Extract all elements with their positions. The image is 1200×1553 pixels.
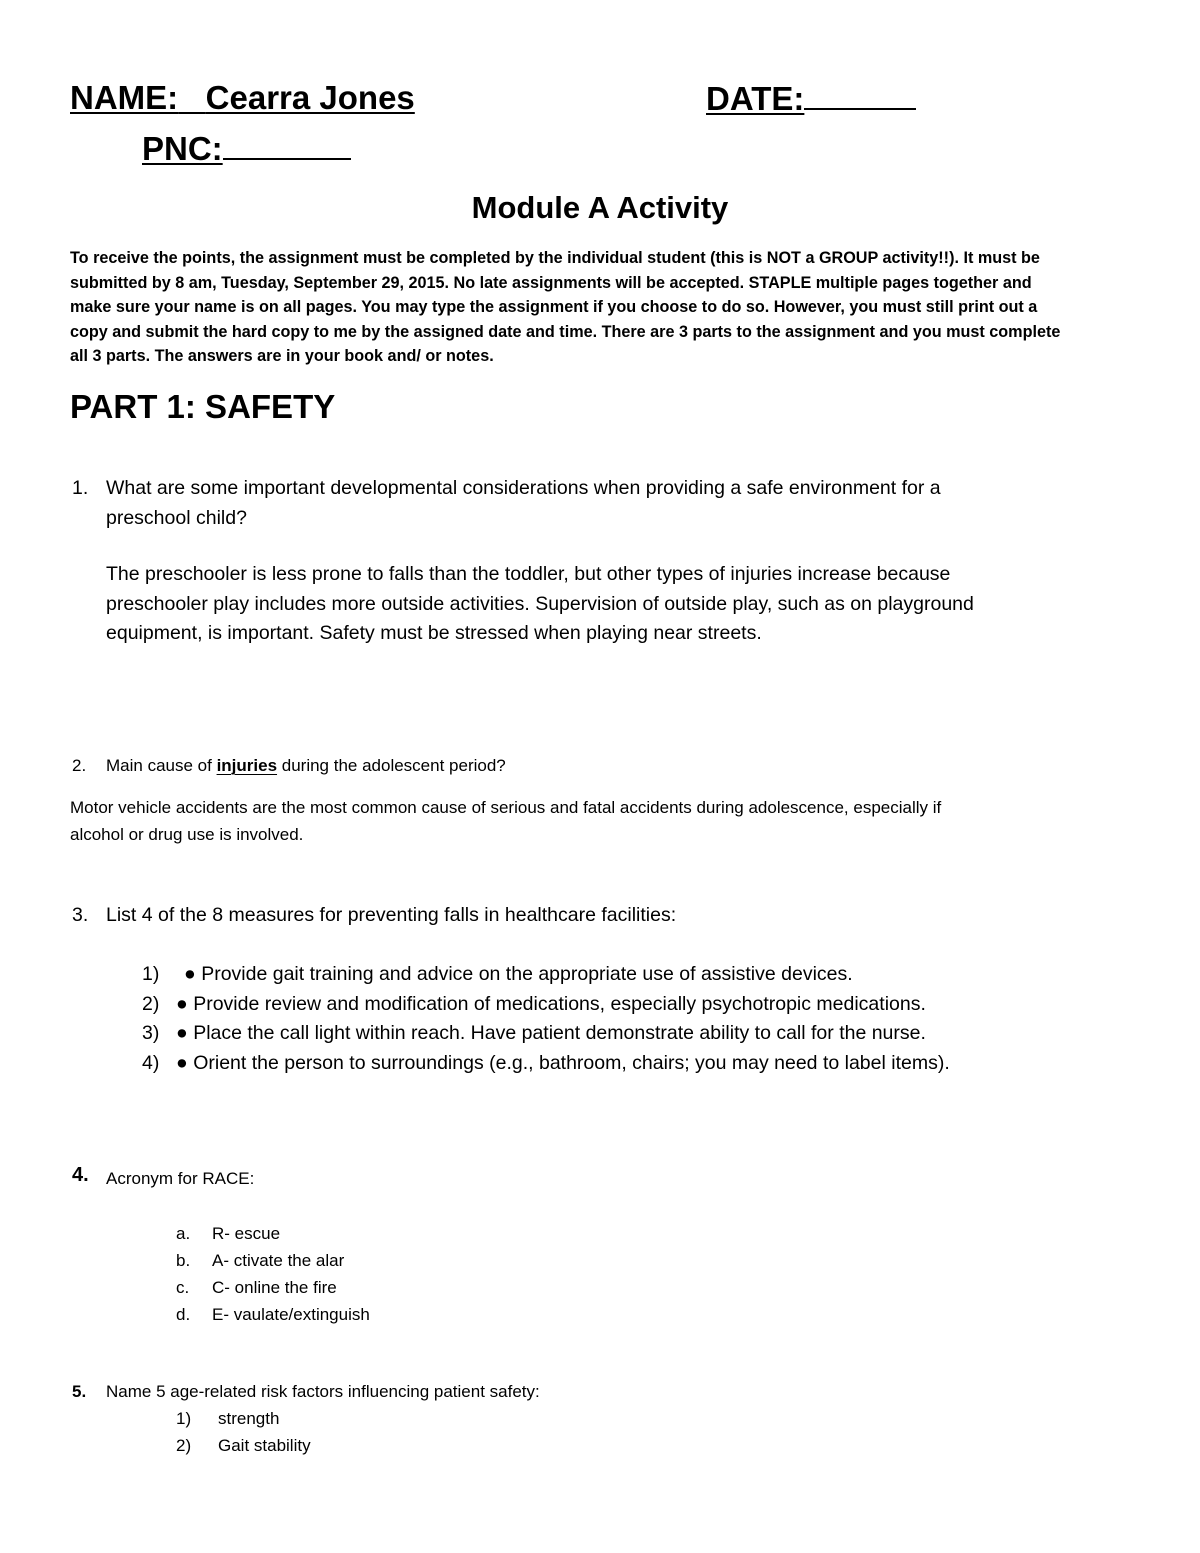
q4-list xyxy=(176,1220,370,1328)
q1-answer xyxy=(106,560,974,649)
instructions-line: To receive the points, the assignment must be completed by the individual student (this is NOT a GROUP activity!!). It must be xyxy=(70,249,1040,267)
q2-answer xyxy=(70,794,941,848)
q2-question xyxy=(106,752,506,779)
instructions-paragraph xyxy=(70,246,1132,369)
q1-number: 1. xyxy=(72,477,89,499)
list-item: 2) Gait stability xyxy=(176,1436,311,1455)
instructions-line: submitted by 8 am, Tuesday, September 29, 2015. No late assignments will be accepted. STAPLE multiple pages together and xyxy=(70,273,1032,292)
pnc-blank xyxy=(223,128,351,160)
q2-number: 2. xyxy=(72,756,87,775)
q3-question: List 4 of the 8 measures for preventing falls in healthcare facilities: xyxy=(106,904,677,926)
q5-question: Name 5 age-related risk factors influencing patient safety: xyxy=(106,1382,540,1401)
q1-answer-line: The preschooler is less prone to falls than the toddler, but other types of injuries increase because xyxy=(106,563,951,585)
q5-number: 5. xyxy=(72,1382,87,1401)
list-item: b. A- ctivate the alar xyxy=(176,1251,345,1270)
q4-question: Acronym for RACE: xyxy=(106,1169,255,1188)
q3-list xyxy=(142,960,950,1078)
page-title: Module A Activity xyxy=(471,190,729,225)
q3-number: 3. xyxy=(72,904,89,926)
pnc-label: PNC: xyxy=(142,130,223,167)
q2-question-text: Main cause of xyxy=(106,756,217,775)
q1-answer-line: preschooler play includes more outside activities. Supervision of outside play, such as on playground xyxy=(106,592,974,615)
date-label: DATE: xyxy=(706,80,805,117)
list-item: c. C- online the fire xyxy=(176,1278,337,1297)
list-item: d. E- vaulate/extinguish xyxy=(176,1305,370,1324)
q2-question-emphasis: injuries xyxy=(216,756,278,775)
q4-number: 4. xyxy=(72,1164,89,1186)
instructions-line: copy and submit the hard copy to me by the assigned date and time. There are 3 parts to the assignment and you must complete xyxy=(70,322,1061,341)
list-item: 1) ● Provide gait training and advice on the appropriate use of assistive devices. xyxy=(142,963,853,985)
q1-question xyxy=(106,474,941,533)
q2-question-text-end: during the adolescent period? xyxy=(277,756,506,775)
part1-heading: PART 1: SAFETY xyxy=(70,388,336,425)
q2-answer-line: alcohol or drug use is involved. xyxy=(70,825,304,844)
q5-list xyxy=(176,1405,311,1459)
q1-question-line: preschool child? xyxy=(106,506,247,529)
instructions-line: make sure your name is on all pages. You may type the assignment if you choose to do so. However, you must still print out a xyxy=(70,298,1038,316)
name-label: NAME: xyxy=(70,79,179,116)
name-field xyxy=(70,78,415,118)
list-item: 3) ● Place the call light within reach. Have patient demonstrate ability to call for the nurse. xyxy=(142,1022,926,1044)
name-value: Cearra Jones xyxy=(205,79,415,116)
instructions-line: all 3 parts. The answers are in your book and/ or notes. xyxy=(70,347,494,365)
date-blank xyxy=(804,78,916,110)
list-item: 1) strength xyxy=(176,1409,280,1428)
list-item: 4) ● Orient the person to surroundings (e.g., bathroom, chairs; you may need to label items). xyxy=(142,1051,950,1074)
pnc-field xyxy=(142,128,351,169)
q1-question-line: What are some important developmental considerations when providing a safe environment for a xyxy=(106,477,941,499)
q2-answer-line: Motor vehicle accidents are the most common cause of serious and fatal accidents during adolescence, especially if xyxy=(70,798,942,817)
date-field xyxy=(706,78,916,119)
list-item: 2) ● Provide review and modification of medications, especially psychotropic medications. xyxy=(142,992,926,1015)
list-item: a. R- escue xyxy=(176,1224,281,1243)
q1-answer-line: equipment, is important. Safety must be stressed when playing near streets. xyxy=(106,622,762,644)
